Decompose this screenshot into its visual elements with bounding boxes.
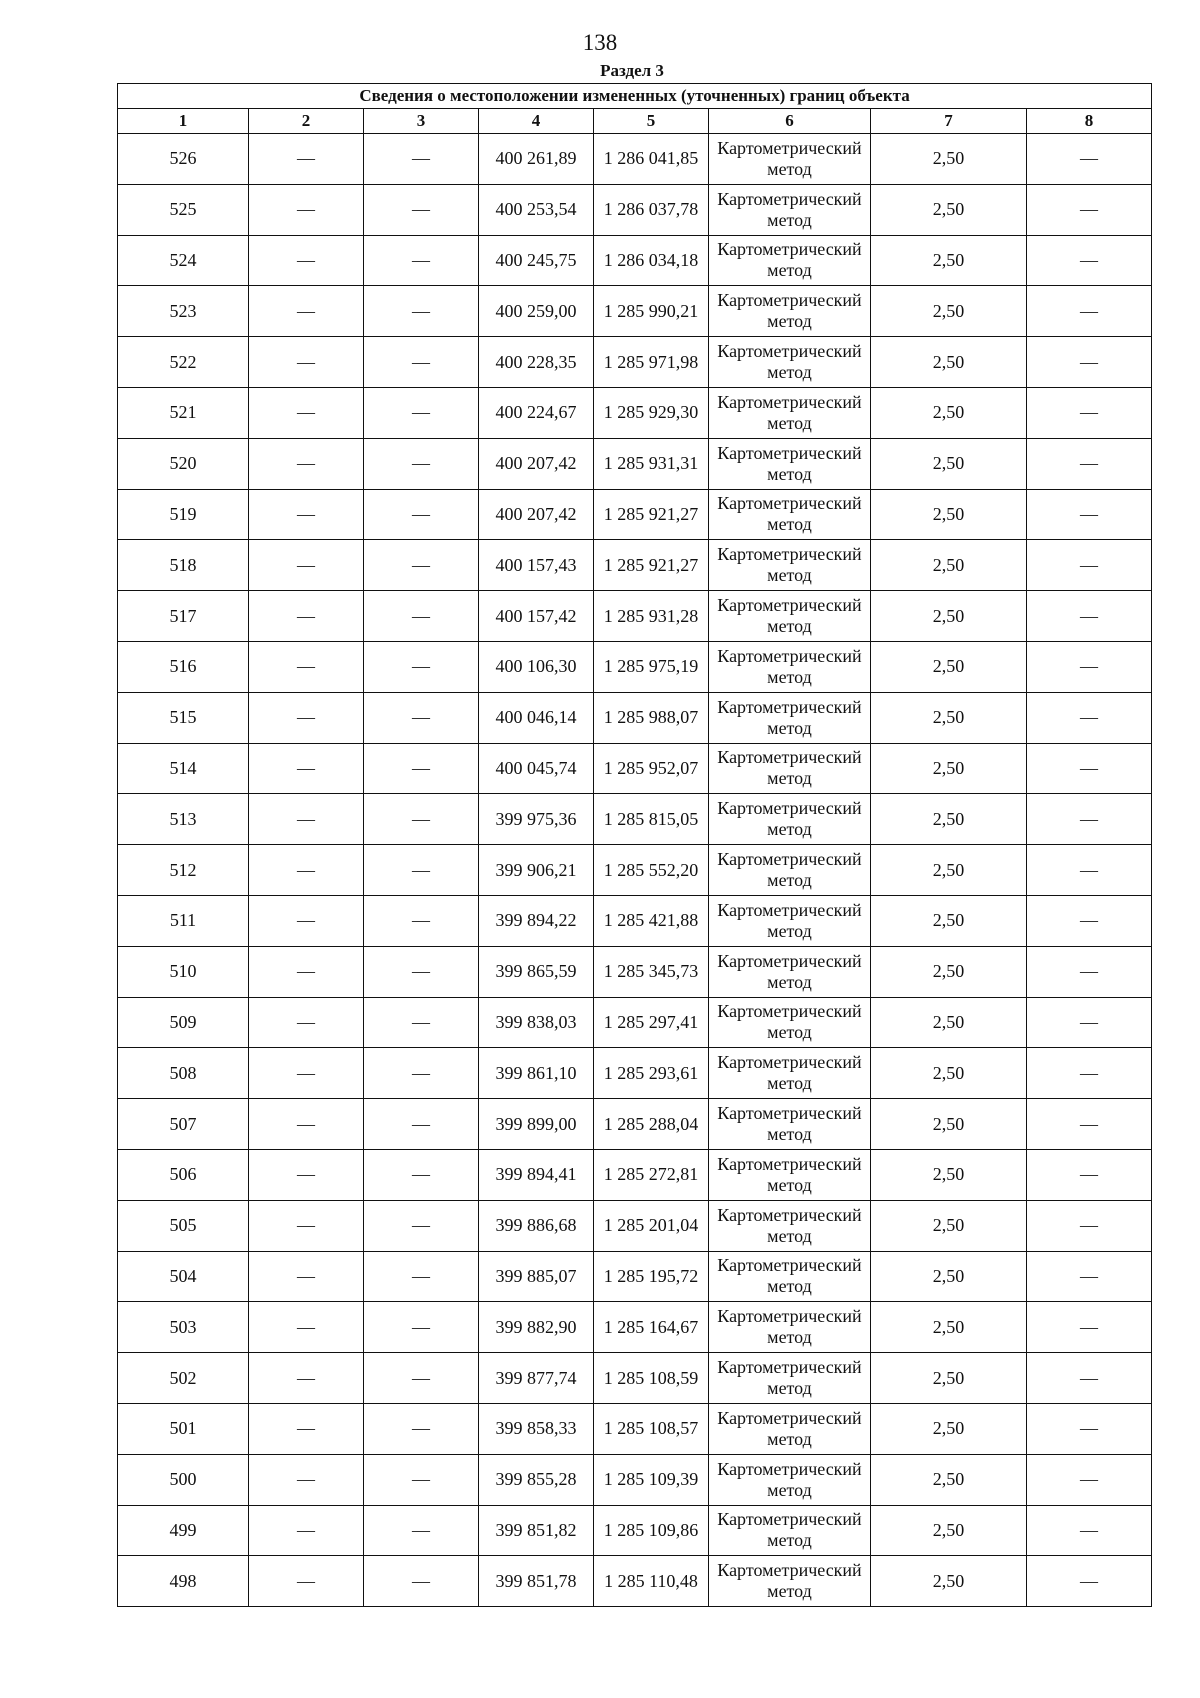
column-header-7: 7: [871, 109, 1027, 134]
table-cell-col2: —: [249, 692, 364, 743]
table-cell-col4: 399 885,07: [479, 1251, 594, 1302]
column-header-2: 2: [249, 109, 364, 134]
table-cell-col4: 399 851,78: [479, 1556, 594, 1607]
table-cell-col6: Картометрический метод: [709, 692, 871, 743]
table-cell-col5: 1 285 929,30: [594, 387, 709, 438]
table-cell-col4: 399 894,41: [479, 1149, 594, 1200]
table-cell-col6: Картометрический метод: [709, 1099, 871, 1150]
table-cell-col5: 1 285 201,04: [594, 1200, 709, 1251]
table-cell-col6: Картометрический метод: [709, 1302, 871, 1353]
column-header-4: 4: [479, 109, 594, 134]
table-cell-col2: —: [249, 1454, 364, 1505]
table-cell-col7: 2,50: [871, 286, 1027, 337]
column-number-row: [118, 109, 1152, 134]
table-cell-col6: Картометрический метод: [709, 997, 871, 1048]
table-cell-col8: —: [1027, 134, 1152, 185]
table-cell-col4: 399 894,22: [479, 895, 594, 946]
table-cell-col8: —: [1027, 1048, 1152, 1099]
table-cell-col6: Картометрический метод: [709, 743, 871, 794]
table-cell-col3: —: [364, 540, 479, 591]
table-cell-col4: 400 207,42: [479, 489, 594, 540]
table-cell-col7: 2,50: [871, 235, 1027, 286]
table-row: [118, 438, 1152, 489]
table-cell-col1: 522: [118, 337, 249, 388]
table-cell-col8: —: [1027, 184, 1152, 235]
table-cell-col5: 1 285 288,04: [594, 1099, 709, 1150]
table-cell-col4: 400 245,75: [479, 235, 594, 286]
table-cell-col6: Картометрический метод: [709, 489, 871, 540]
table-row: [118, 1251, 1152, 1302]
table-cell-col7: 2,50: [871, 692, 1027, 743]
table-cell-col3: —: [364, 1403, 479, 1454]
table-cell-col7: 2,50: [871, 1556, 1027, 1607]
table-cell-col4: 400 157,43: [479, 540, 594, 591]
table-cell-col1: 520: [118, 438, 249, 489]
table-cell-col5: 1 285 952,07: [594, 743, 709, 794]
table-cell-col4: 399 877,74: [479, 1353, 594, 1404]
table-cell-col7: 2,50: [871, 1099, 1027, 1150]
table-cell-col6: Картометрический метод: [709, 1353, 871, 1404]
table-row: [118, 997, 1152, 1048]
table-cell-col5: 1 285 110,48: [594, 1556, 709, 1607]
table-cell-col3: —: [364, 641, 479, 692]
table-row: [118, 1099, 1152, 1150]
table-cell-col8: —: [1027, 591, 1152, 642]
table-cell-col5: 1 285 195,72: [594, 1251, 709, 1302]
table-cell-col6: Картометрический метод: [709, 438, 871, 489]
table-cell-col4: 400 046,14: [479, 692, 594, 743]
table-cell-col4: 400 207,42: [479, 438, 594, 489]
column-header-1: 1: [118, 109, 249, 134]
table-cell-col2: —: [249, 134, 364, 185]
table-cell-col7: 2,50: [871, 1403, 1027, 1454]
table-cell-col7: 2,50: [871, 743, 1027, 794]
table-row: [118, 692, 1152, 743]
table-cell-col1: 501: [118, 1403, 249, 1454]
table-cell-col6: Картометрический метод: [709, 235, 871, 286]
table-cell-col5: 1 285 164,67: [594, 1302, 709, 1353]
table-cell-col5: 1 285 975,19: [594, 641, 709, 692]
table-cell-col1: 498: [118, 1556, 249, 1607]
table-cell-col5: 1 285 345,73: [594, 946, 709, 997]
table-row: [118, 1403, 1152, 1454]
table-cell-col1: 519: [118, 489, 249, 540]
table-cell-col8: —: [1027, 946, 1152, 997]
table-cell-col3: —: [364, 946, 479, 997]
table-row: [118, 540, 1152, 591]
table-cell-col1: 504: [118, 1251, 249, 1302]
table-cell-col2: —: [249, 184, 364, 235]
table-cell-col6: Картометрический метод: [709, 1403, 871, 1454]
table-cell-col8: —: [1027, 540, 1152, 591]
boundary-table: [117, 83, 1152, 1607]
table-cell-col8: —: [1027, 1302, 1152, 1353]
table-cell-col4: 399 886,68: [479, 1200, 594, 1251]
table-cell-col6: Картометрический метод: [709, 1454, 871, 1505]
table-cell-col8: —: [1027, 794, 1152, 845]
table-cell-col7: 2,50: [871, 1302, 1027, 1353]
table-cell-col5: 1 285 921,27: [594, 489, 709, 540]
table-cell-col3: —: [364, 387, 479, 438]
table-cell-col8: —: [1027, 1556, 1152, 1607]
table-cell-col1: 506: [118, 1149, 249, 1200]
table-cell-col4: 400 106,30: [479, 641, 594, 692]
table-cell-col3: —: [364, 692, 479, 743]
table-cell-col1: 525: [118, 184, 249, 235]
table-cell-col7: 2,50: [871, 387, 1027, 438]
table-cell-col3: —: [364, 1353, 479, 1404]
table-row: [118, 489, 1152, 540]
table-cell-col1: 508: [118, 1048, 249, 1099]
table-cell-col2: —: [249, 794, 364, 845]
table-cell-col2: —: [249, 438, 364, 489]
table-cell-col4: 399 858,33: [479, 1403, 594, 1454]
table-cell-col3: —: [364, 1251, 479, 1302]
table-cell-col2: —: [249, 235, 364, 286]
table-row: [118, 1353, 1152, 1404]
column-header-8: 8: [1027, 109, 1152, 134]
table-row: [118, 286, 1152, 337]
table-cell-col2: —: [249, 845, 364, 896]
table-cell-col4: 399 865,59: [479, 946, 594, 997]
table-cell-col8: —: [1027, 235, 1152, 286]
table-cell-col4: 400 261,89: [479, 134, 594, 185]
table-cell-col8: —: [1027, 997, 1152, 1048]
table-row: [118, 895, 1152, 946]
table-cell-col2: —: [249, 286, 364, 337]
table-cell-col3: —: [364, 184, 479, 235]
table-row: [118, 1200, 1152, 1251]
table-cell-col6: Картометрический метод: [709, 591, 871, 642]
table-cell-col5: 1 285 815,05: [594, 794, 709, 845]
table-row: [118, 1149, 1152, 1200]
table-cell-col1: 518: [118, 540, 249, 591]
table-cell-col1: 514: [118, 743, 249, 794]
table-cell-col8: —: [1027, 1454, 1152, 1505]
table-cell-col4: 400 259,00: [479, 286, 594, 337]
column-header-3: 3: [364, 109, 479, 134]
table-cell-col8: —: [1027, 387, 1152, 438]
table-cell-col8: —: [1027, 1099, 1152, 1150]
table-cell-col1: 505: [118, 1200, 249, 1251]
table-cell-col1: 503: [118, 1302, 249, 1353]
table-cell-col7: 2,50: [871, 1454, 1027, 1505]
table-row: [118, 641, 1152, 692]
table-row: [118, 591, 1152, 642]
table-cell-col2: —: [249, 1048, 364, 1099]
table-cell-col4: 399 899,00: [479, 1099, 594, 1150]
table-cell-col1: 502: [118, 1353, 249, 1404]
table-cell-col4: 400 157,42: [479, 591, 594, 642]
table-body: [118, 134, 1152, 1607]
table-cell-col3: —: [364, 895, 479, 946]
table-row: [118, 1454, 1152, 1505]
table-cell-col8: —: [1027, 1353, 1152, 1404]
table-cell-col1: 526: [118, 134, 249, 185]
table-caption: Сведения о местоположении измененных (уточненных) границ объекта: [118, 84, 1152, 109]
table-cell-col2: —: [249, 540, 364, 591]
column-header-6: 6: [709, 109, 871, 134]
table-cell-col3: —: [364, 997, 479, 1048]
table-cell-col6: Картометрический метод: [709, 1149, 871, 1200]
table-cell-col4: 399 851,82: [479, 1505, 594, 1556]
table-cell-col3: —: [364, 286, 479, 337]
table-cell-col1: 516: [118, 641, 249, 692]
table-cell-col7: 2,50: [871, 845, 1027, 896]
table-row: [118, 743, 1152, 794]
table-cell-col3: —: [364, 591, 479, 642]
table-cell-col1: 517: [118, 591, 249, 642]
table-cell-col7: 2,50: [871, 1251, 1027, 1302]
section-title: Раздел 3: [600, 61, 664, 80]
table-cell-col3: —: [364, 1099, 479, 1150]
table-cell-col5: 1 285 297,41: [594, 997, 709, 1048]
table-row: [118, 387, 1152, 438]
table-cell-col8: —: [1027, 895, 1152, 946]
table-cell-col8: —: [1027, 489, 1152, 540]
table-cell-col7: 2,50: [871, 641, 1027, 692]
table-cell-col5: 1 285 921,27: [594, 540, 709, 591]
table-cell-col8: —: [1027, 337, 1152, 388]
table-cell-col6: Картометрический метод: [709, 845, 871, 896]
table-cell-col3: —: [364, 1556, 479, 1607]
table-cell-col6: Картометрический метод: [709, 1505, 871, 1556]
table-row: [118, 845, 1152, 896]
table-cell-col8: —: [1027, 1149, 1152, 1200]
table-cell-col5: 1 285 108,57: [594, 1403, 709, 1454]
table-row: [118, 794, 1152, 845]
table-cell-col2: —: [249, 337, 364, 388]
table-cell-col2: —: [249, 489, 364, 540]
page-number: 138: [582, 30, 618, 55]
table-cell-col6: Картометрический метод: [709, 1048, 871, 1099]
table-cell-col7: 2,50: [871, 946, 1027, 997]
table-cell-col3: —: [364, 1200, 479, 1251]
table-cell-col7: 2,50: [871, 794, 1027, 845]
table-cell-col4: 399 906,21: [479, 845, 594, 896]
table-cell-col8: —: [1027, 1251, 1152, 1302]
table-cell-col7: 2,50: [871, 1048, 1027, 1099]
table-cell-col5: 1 285 109,39: [594, 1454, 709, 1505]
table-cell-col2: —: [249, 1505, 364, 1556]
table-cell-col7: 2,50: [871, 337, 1027, 388]
table-cell-col2: —: [249, 1556, 364, 1607]
table-cell-col2: —: [249, 1099, 364, 1150]
table-cell-col7: 2,50: [871, 489, 1027, 540]
table-cell-col5: 1 286 041,85: [594, 134, 709, 185]
table-cell-col1: 524: [118, 235, 249, 286]
table-cell-col8: —: [1027, 845, 1152, 896]
table-cell-col5: 1 285 272,81: [594, 1149, 709, 1200]
table-cell-col6: Картометрический метод: [709, 641, 871, 692]
table-cell-col5: 1 285 109,86: [594, 1505, 709, 1556]
table-cell-col2: —: [249, 1403, 364, 1454]
table-cell-col5: 1 285 990,21: [594, 286, 709, 337]
table-cell-col4: 400 224,67: [479, 387, 594, 438]
table-cell-col6: Картометрический метод: [709, 1200, 871, 1251]
table-cell-col1: 511: [118, 895, 249, 946]
table-cell-col6: Картометрический метод: [709, 540, 871, 591]
table-cell-col4: 399 975,36: [479, 794, 594, 845]
table-cell-col6: Картометрический метод: [709, 1251, 871, 1302]
table-cell-col7: 2,50: [871, 184, 1027, 235]
table-cell-col6: Картометрический метод: [709, 946, 871, 997]
table-cell-col1: 523: [118, 286, 249, 337]
table-cell-col1: 500: [118, 1454, 249, 1505]
table-cell-col2: —: [249, 1251, 364, 1302]
table-cell-col8: —: [1027, 1505, 1152, 1556]
table-cell-col2: —: [249, 641, 364, 692]
table-cell-col5: 1 286 037,78: [594, 184, 709, 235]
table-cell-col7: 2,50: [871, 1353, 1027, 1404]
table-cell-col7: 2,50: [871, 1505, 1027, 1556]
table-cell-col5: 1 285 931,31: [594, 438, 709, 489]
table-cell-col2: —: [249, 1149, 364, 1200]
table-row: [118, 184, 1152, 235]
table-cell-col3: —: [364, 235, 479, 286]
table-cell-col1: 510: [118, 946, 249, 997]
table-cell-col5: 1 286 034,18: [594, 235, 709, 286]
table-cell-col4: 400 045,74: [479, 743, 594, 794]
table-cell-col3: —: [364, 134, 479, 185]
table-cell-col2: —: [249, 387, 364, 438]
table-cell-col7: 2,50: [871, 591, 1027, 642]
table-cell-col7: 2,50: [871, 438, 1027, 489]
table-cell-col1: 512: [118, 845, 249, 896]
table-cell-col2: —: [249, 997, 364, 1048]
table-cell-col7: 2,50: [871, 895, 1027, 946]
table-cell-col2: —: [249, 1200, 364, 1251]
table-cell-col1: 509: [118, 997, 249, 1048]
table-cell-col4: 400 253,54: [479, 184, 594, 235]
table-cell-col7: 2,50: [871, 134, 1027, 185]
table-cell-col6: Картометрический метод: [709, 895, 871, 946]
table-cell-col3: —: [364, 845, 479, 896]
table-cell-col4: 399 838,03: [479, 997, 594, 1048]
table-cell-col5: 1 285 293,61: [594, 1048, 709, 1099]
table-cell-col7: 2,50: [871, 540, 1027, 591]
table-cell-col1: 499: [118, 1505, 249, 1556]
table-cell-col2: —: [249, 1353, 364, 1404]
table-cell-col2: —: [249, 946, 364, 997]
table-cell-col6: Картометрический метод: [709, 387, 871, 438]
table-cell-col6: Картометрический метод: [709, 134, 871, 185]
table-cell-col3: —: [364, 1454, 479, 1505]
table-cell-col3: —: [364, 1048, 479, 1099]
table-cell-col8: —: [1027, 641, 1152, 692]
table-cell-col3: —: [364, 1149, 479, 1200]
table-cell-col2: —: [249, 895, 364, 946]
table-cell-col5: 1 285 971,98: [594, 337, 709, 388]
table-cell-col5: 1 285 108,59: [594, 1353, 709, 1404]
table-cell-col4: 399 855,28: [479, 1454, 594, 1505]
table-cell-col8: —: [1027, 743, 1152, 794]
table-cell-col1: 513: [118, 794, 249, 845]
table-cell-col6: Картометрический метод: [709, 794, 871, 845]
table-cell-col4: 399 882,90: [479, 1302, 594, 1353]
table-cell-col6: Картометрический метод: [709, 286, 871, 337]
table-cell-col3: —: [364, 438, 479, 489]
table-cell-col6: Картометрический метод: [709, 337, 871, 388]
table-row: [118, 1556, 1152, 1607]
table-row: [118, 134, 1152, 185]
table-cell-col1: 515: [118, 692, 249, 743]
table-cell-col2: —: [249, 743, 364, 794]
table-cell-col3: —: [364, 794, 479, 845]
table-cell-col3: —: [364, 489, 479, 540]
column-header-5: 5: [594, 109, 709, 134]
table-row: [118, 946, 1152, 997]
table-cell-col1: 521: [118, 387, 249, 438]
table-cell-col2: —: [249, 1302, 364, 1353]
table-row: [118, 1302, 1152, 1353]
table-row: [118, 1048, 1152, 1099]
table-cell-col8: —: [1027, 1200, 1152, 1251]
table-cell-col4: 400 228,35: [479, 337, 594, 388]
table-row: [118, 337, 1152, 388]
table-cell-col3: —: [364, 337, 479, 388]
table-cell-col6: Картометрический метод: [709, 1556, 871, 1607]
table-cell-col7: 2,50: [871, 1149, 1027, 1200]
table-cell-col8: —: [1027, 692, 1152, 743]
table-cell-col3: —: [364, 1302, 479, 1353]
table-cell-col4: 399 861,10: [479, 1048, 594, 1099]
table-cell-col8: —: [1027, 286, 1152, 337]
table-cell-col8: —: [1027, 438, 1152, 489]
table-cell-col5: 1 285 931,28: [594, 591, 709, 642]
table-cell-col7: 2,50: [871, 997, 1027, 1048]
table-cell-col5: 1 285 988,07: [594, 692, 709, 743]
table-cell-col2: —: [249, 591, 364, 642]
table-cell-col3: —: [364, 743, 479, 794]
table-row: [118, 235, 1152, 286]
table-cell-col3: —: [364, 1505, 479, 1556]
table-cell-col6: Картометрический метод: [709, 184, 871, 235]
table-cell-col5: 1 285 552,20: [594, 845, 709, 896]
table-row: [118, 1505, 1152, 1556]
table-cell-col8: —: [1027, 1403, 1152, 1454]
table-cell-col1: 507: [118, 1099, 249, 1150]
table-cell-col5: 1 285 421,88: [594, 895, 709, 946]
table-cell-col7: 2,50: [871, 1200, 1027, 1251]
